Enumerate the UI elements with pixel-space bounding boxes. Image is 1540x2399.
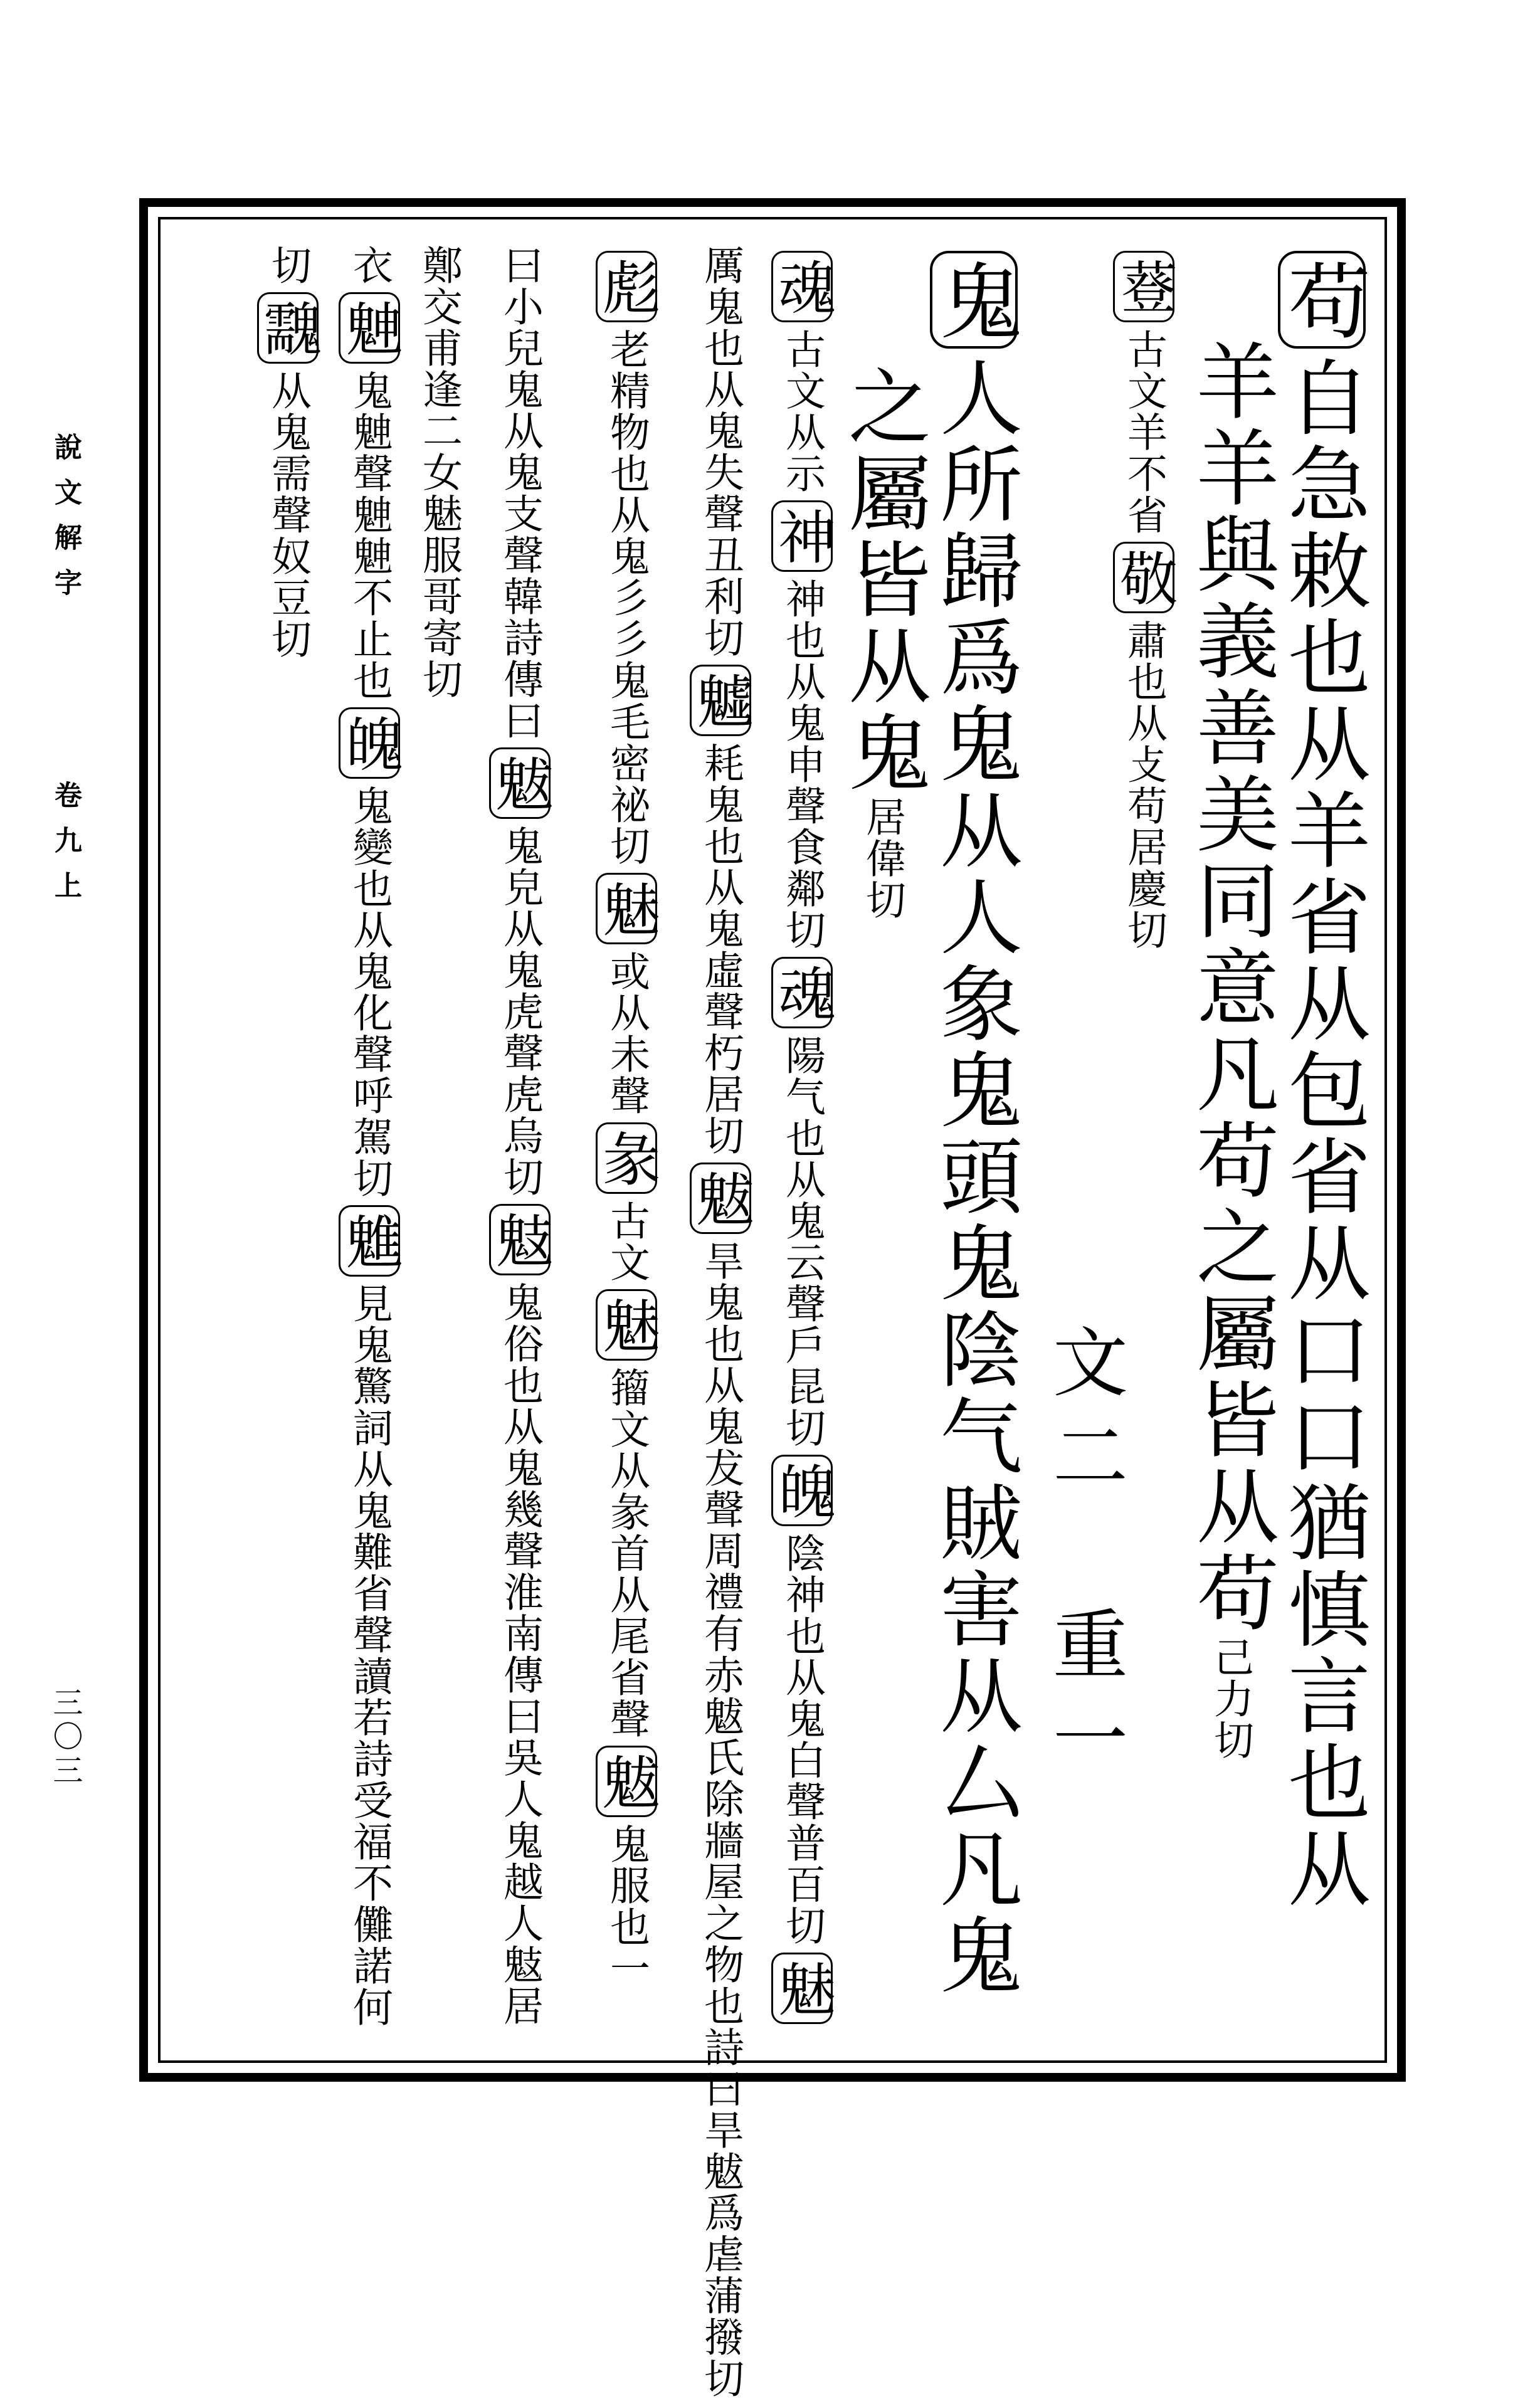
column-text: 人所歸爲鬼从人象鬼頭鬼陰气賊害从厶凡鬼 [926, 355, 1022, 1999]
column-text: 鄭交甫逢二女魅服哥寄切 [416, 245, 462, 700]
column-2 [1182, 339, 1279, 1761]
column-text: 之屬皆从鬼 [834, 364, 931, 796]
seal-character: 䰠 [339, 292, 400, 364]
column-note: 古文羊不省 [1121, 329, 1167, 535]
seal-character: 彪 [596, 251, 657, 322]
column-note: 老精物也从鬼彡彡鬼毛密祕切 [603, 329, 650, 867]
column-1 [1274, 245, 1370, 1912]
seal-character: 苟 [1278, 251, 1366, 349]
column-note: 見鬼驚詞从鬼難省聲讀若詩受福不儺諾何 [346, 1283, 393, 2028]
column-text: 文二 重一 [1040, 1323, 1127, 1793]
seal-character: 魃 [489, 747, 551, 819]
column-note: 鬼皃从鬼虎聲虎烏切 [497, 825, 543, 1198]
column-9 [593, 245, 660, 1989]
seal-character: 䔲 [1113, 251, 1174, 322]
column-13 [255, 245, 322, 660]
column-text: 曰小兒鬼从鬼支聲韓詩傳曰 [497, 245, 543, 741]
seal-character: 神 [771, 500, 833, 572]
seal-character: 䰰 [257, 292, 319, 364]
column-note: 陽气也从鬼云聲戶昆切 [779, 1035, 825, 1448]
column-text: 衣 [346, 245, 393, 286]
seal-character: 魄 [771, 1455, 833, 1526]
column-3 [1110, 245, 1178, 951]
seal-character: 魃 [690, 1163, 751, 1234]
seal-character: 敬 [1113, 542, 1174, 613]
column-12 [336, 245, 403, 2028]
volume-label: 卷九上 [50, 781, 82, 916]
page-number: 三〇三 [48, 1687, 83, 1788]
seal-character: 魅 [771, 1953, 833, 2024]
column-note: 神也从鬼申聲食鄰切 [779, 578, 825, 951]
seal-character: 魃 [596, 1746, 657, 1817]
seal-character: 魖 [690, 665, 751, 736]
column-8 [687, 245, 754, 2399]
column-text: 切 [265, 245, 311, 286]
seal-character: 魂 [771, 957, 833, 1028]
column-5 [926, 245, 1022, 1999]
seal-character: 魋 [339, 1205, 400, 1277]
column-7 [769, 245, 836, 2030]
book-title: 說文解字 [50, 433, 82, 613]
text-frame [139, 198, 1406, 2399]
column-text: 羊羊與義善美同意凡苟之屬皆从苟 [1182, 339, 1279, 1637]
seal-character: 魅 [596, 1289, 657, 1361]
column-4 [1040, 1323, 1127, 1793]
column-note: 陰神也从鬼白聲普百切 [779, 1532, 825, 1946]
seal-character: 鬼 [930, 251, 1018, 349]
column-text: 厲鬼也从鬼失聲丑利切 [697, 245, 744, 658]
column-note: 古文 [603, 1200, 650, 1283]
column-11 [415, 245, 463, 700]
column-note: 或从未聲 [603, 951, 650, 1116]
seal-character: 魂 [771, 251, 833, 322]
column-note: 旱鬼也从鬼犮聲周禮有赤魃氏除牆屋之物也詩曰旱魃爲虐蒲撥切 [697, 1240, 744, 2399]
column-6 [834, 364, 931, 920]
column-note: 居偉切 [859, 796, 905, 920]
seal-character: 彖 [596, 1122, 657, 1194]
column-10 [487, 245, 554, 2027]
text-frame-inner [158, 217, 1387, 2399]
column-note: 鬼䰠聲䰠䰠不止也 [346, 370, 393, 701]
column-note: 古文从示 [779, 329, 825, 494]
column-note: 从鬼需聲奴豆切 [265, 370, 311, 660]
column-note: 己力切 [1207, 1637, 1253, 1761]
column-note: 肅也从攴苟居慶切 [1121, 620, 1167, 951]
seal-character: 鬾 [489, 1204, 551, 1275]
column-note: 鬼俗也从鬼幾聲淮南傳曰吳人鬼越人鬾居 [497, 1282, 543, 2027]
column-note: 籀文从彖首从尾省聲 [603, 1367, 650, 1739]
seal-character: 魅 [596, 873, 657, 944]
column-text: 自急敕也从羊省从包省从口口猶慎言也从 [1274, 355, 1370, 1912]
seal-character: 魄 [339, 707, 400, 779]
column-note: 耗鬼也从鬼虛聲朽居切 [697, 742, 744, 1156]
column-note: 鬼服也一 [603, 1823, 650, 1989]
column-note: 鬼變也从鬼化聲呼駕切 [346, 785, 393, 1199]
